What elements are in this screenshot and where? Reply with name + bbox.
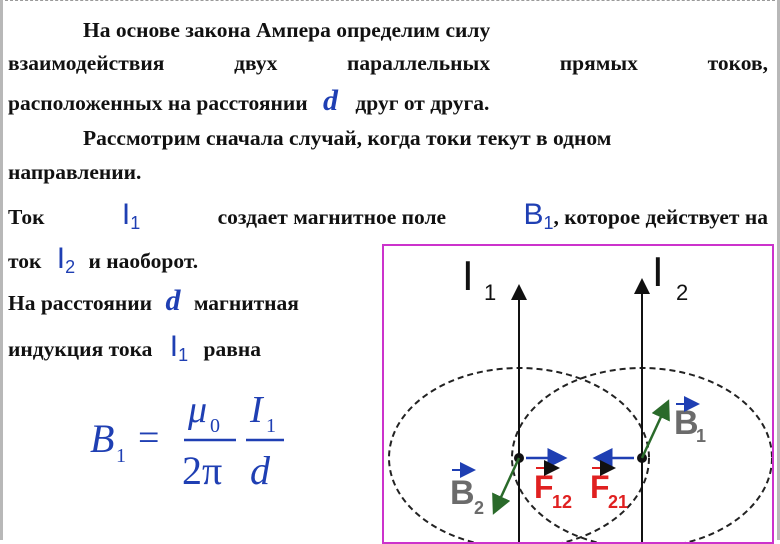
vector-B1 xyxy=(642,406,666,458)
label-F21-sub: 21 xyxy=(608,492,629,512)
vector-B2 xyxy=(496,458,519,508)
text-fragment: и наоборот. xyxy=(88,249,199,273)
paragraph-3-line-2: ток $I_2$ и наоборот. xyxy=(8,242,199,277)
current-I2: I xyxy=(56,242,66,275)
currents-diagram xyxy=(382,244,774,544)
induction-formula xyxy=(90,384,310,494)
label-B1-sub: 1 xyxy=(696,426,707,446)
formula-equals: = xyxy=(138,417,160,459)
label-F21: F xyxy=(590,469,610,505)
paragraph-3-line-1 xyxy=(8,200,768,232)
label-B2: B xyxy=(450,474,475,512)
label-F12-sub: 12 xyxy=(552,492,573,512)
word: параллельных xyxy=(347,51,491,75)
page-top-border xyxy=(0,0,780,4)
label-B2-sub: 2 xyxy=(474,498,485,518)
formula-lhs-sub: 1 xyxy=(116,445,126,467)
label-B1: B xyxy=(674,404,699,442)
formula-lhs-B: B xyxy=(90,416,115,461)
text-fragment: равна xyxy=(203,337,261,361)
word: взаимодействия xyxy=(8,51,165,75)
variable-d: d xyxy=(165,284,181,317)
paragraph-1-line-1: На основе закона Ампера определим силу xyxy=(83,18,491,42)
formula-den-2pi: 2π xyxy=(182,448,223,493)
text-fragment: Ток xyxy=(8,205,45,229)
formula-mu: μ xyxy=(188,389,208,431)
currents-diagram-canvas xyxy=(384,246,774,544)
label-F12: F xyxy=(534,469,554,505)
text-fragment: друг от друга. xyxy=(355,91,490,115)
paragraph-4-line-2: индукция тока $I_1$ равна xyxy=(8,330,261,365)
current-I1: $I_1$ xyxy=(121,198,141,233)
paragraph-2-line-1: Рассмотрим сначала случай, когда токи текут в одном xyxy=(83,126,612,150)
word: токов, xyxy=(707,51,768,75)
page-left-border xyxy=(0,0,3,540)
formula-mu-sub: 0 xyxy=(210,415,220,437)
text-fragment: индукция тока xyxy=(8,337,153,361)
field-B1: $B_1$, которое действует на xyxy=(523,198,768,233)
current-I1: I xyxy=(169,330,179,363)
variable-d: d xyxy=(323,84,339,117)
word: двух xyxy=(234,51,278,75)
text-fragment: ток xyxy=(8,249,42,273)
paragraph-2-line-2: направлении. xyxy=(8,160,142,184)
formula-den-d: d xyxy=(250,448,270,493)
text-fragment: На расстоянии xyxy=(8,291,153,315)
text-fragment: магнитная xyxy=(193,291,299,315)
label-I1: I xyxy=(462,252,474,299)
formula-num-I: I xyxy=(250,389,263,431)
paragraph-1-line-3 xyxy=(8,86,768,116)
label-I2: I xyxy=(652,248,664,295)
label-I2-sub: 2 xyxy=(676,280,689,305)
label-I1-sub: 1 xyxy=(484,280,497,305)
word: прямых xyxy=(559,51,638,75)
paragraph-1-line-2 xyxy=(8,53,768,75)
formula-num-I-sub: 1 xyxy=(266,415,276,437)
paragraph-4-line-1 xyxy=(8,286,378,316)
text-fragment: расположенных на расстоянии xyxy=(8,91,308,115)
text-fragment: создает магнитное поле xyxy=(217,205,447,229)
